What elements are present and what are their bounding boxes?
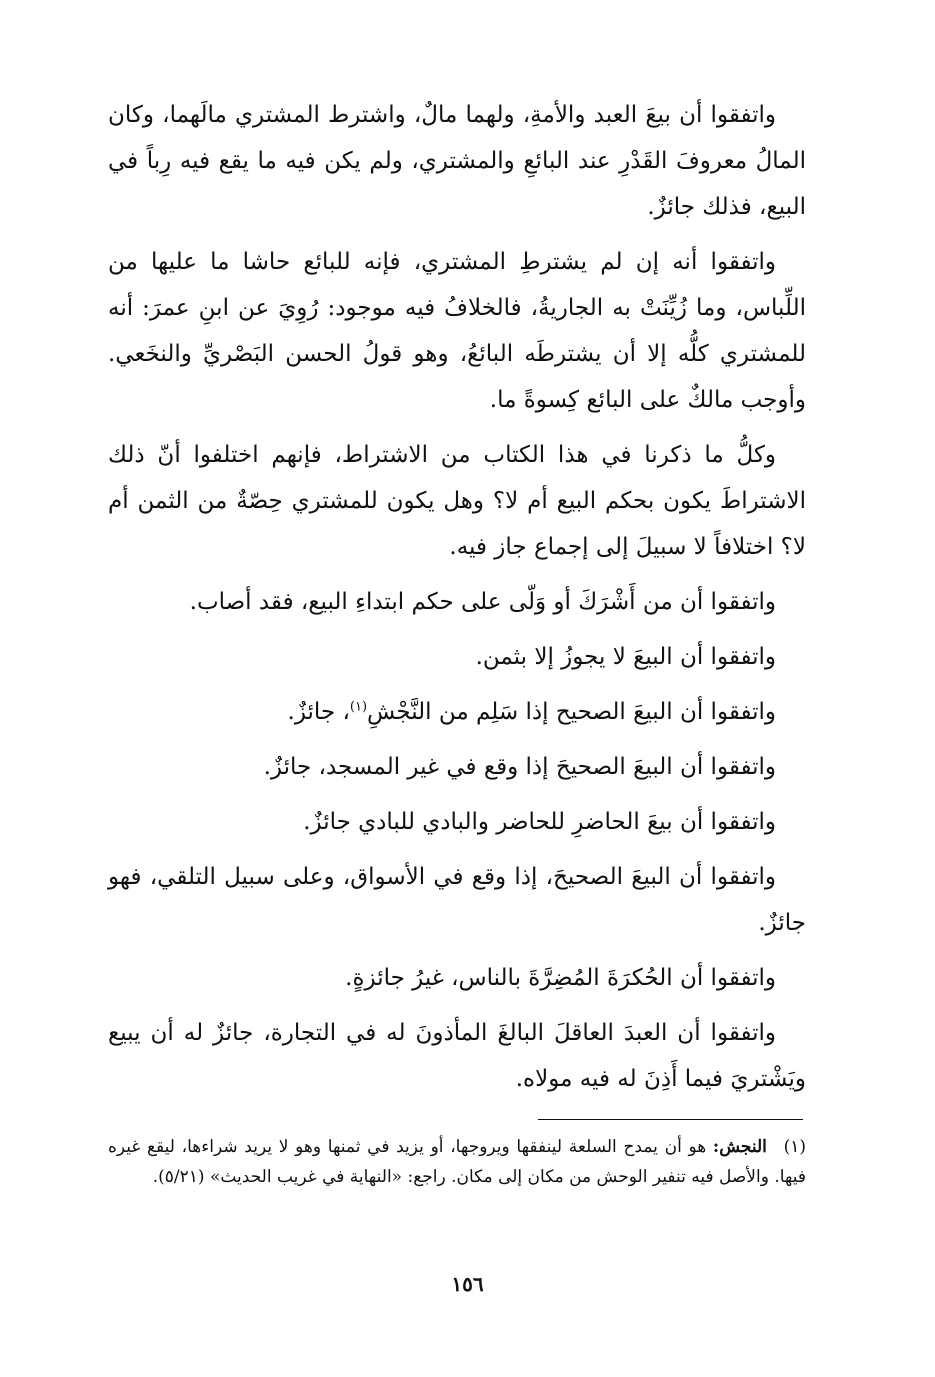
main-text (108, 92, 806, 1111)
footnote-text: هو أن يمدح السلعة لينفقها ويروجها، أو يزيد في ثمنها وهو لا يريد شراءها، ليقع غيره فيها. والأصل فيه تنفير الوحش من مكان إلى مكان. راجع: «النهاية في غريب الحديث» (٥/٢١). (108, 1137, 806, 1187)
footnotes (108, 1132, 806, 1192)
paragraph-6 (108, 689, 806, 735)
paragraph-7: واتفقوا أن البيعَ الصحيحَ إذا وقع في غير المسجد، جائزٌ. (263, 754, 776, 780)
paragraph-5: واتفقوا أن البيعَ لا يجوزُ إلا بثمن. (475, 644, 776, 670)
paragraph-11: واتفقوا أن العبدَ العاقلَ البالغَ المأذونَ له في التجارة، جائزٌ له أن يبيع ويَشْتريَ فيما أَذِنَ له فيه مولاه. (108, 1020, 806, 1092)
paragraph-2: واتفقوا أنه إن لم يشترطِ المشتري، فإنه للبائع حاشا ما عليها من اللِّباس، وما زُيِّنَتْ به الجاريةُ، فالخلافُ فيه موجود: رُوِيَ عن ابنِ عمرَ: أنه للمشتري كلُّه إلا أن يشترطَه البائعُ، وهو قولُ الحسن البَصْريِّ والنخَعي. وأوجب مالكٌ على البائع كِسوةً ما. (108, 249, 806, 413)
page-number: ١٥٦ (451, 1272, 484, 1296)
paragraph-4: واتفقوا أن من أَشْرَكَ أو وَلّى على حكم ابتداءِ البيع، فقد أصاب. (189, 589, 776, 615)
paragraph-6-tail: ، جائزٌ. (287, 699, 350, 725)
paragraph-8: واتفقوا أن بيعَ الحاضرِ للحاضر والبادي للبادي جائزٌ. (303, 809, 776, 835)
paragraph-9: واتفقوا أن البيعَ الصحيحَ، إذا وقع في الأسواق، وعلى سبيل التلقي، فهو جائزٌ. (108, 864, 806, 936)
paragraph-1: واتفقوا أن بيعَ العبد والأمةِ، ولهما مالٌ، واشترط المشتري مالَهما، وكان المالُ معروفَ القَدْرِ عند البائعِ والمشتري، ولم يكن فيه ما يقع فيه رِباً في البيع، فذلك جائزٌ. (108, 102, 806, 220)
footnote-1 (108, 1132, 806, 1192)
footnote-ref-marker: (١) (349, 699, 368, 715)
paragraph-10: واتفقوا أن الحُكرَةَ المُضِرَّةَ بالناس، غيرُ جائزةٍ. (345, 965, 776, 991)
footnote-number: (١) (783, 1137, 806, 1157)
paragraph-6-text: واتفقوا أن البيعَ الصحيح إذا سَلِم من النَّجْشِ (367, 699, 776, 725)
footnote-divider (538, 1119, 803, 1120)
footnote-term: النجش: (712, 1137, 767, 1157)
paragraph-3: وكلُّ ما ذكرنا في هذا الكتاب من الاشتراط، فإنهم اختلفوا أنّ ذلك الاشتراطَ يكون بحكم البيع أم لا؟ وهل يكون للمشتري حِصّةٌ من الثمن أم لا؟ اختلافاً لا سبيلَ إلى إجماع جاز فيه. (108, 442, 806, 560)
